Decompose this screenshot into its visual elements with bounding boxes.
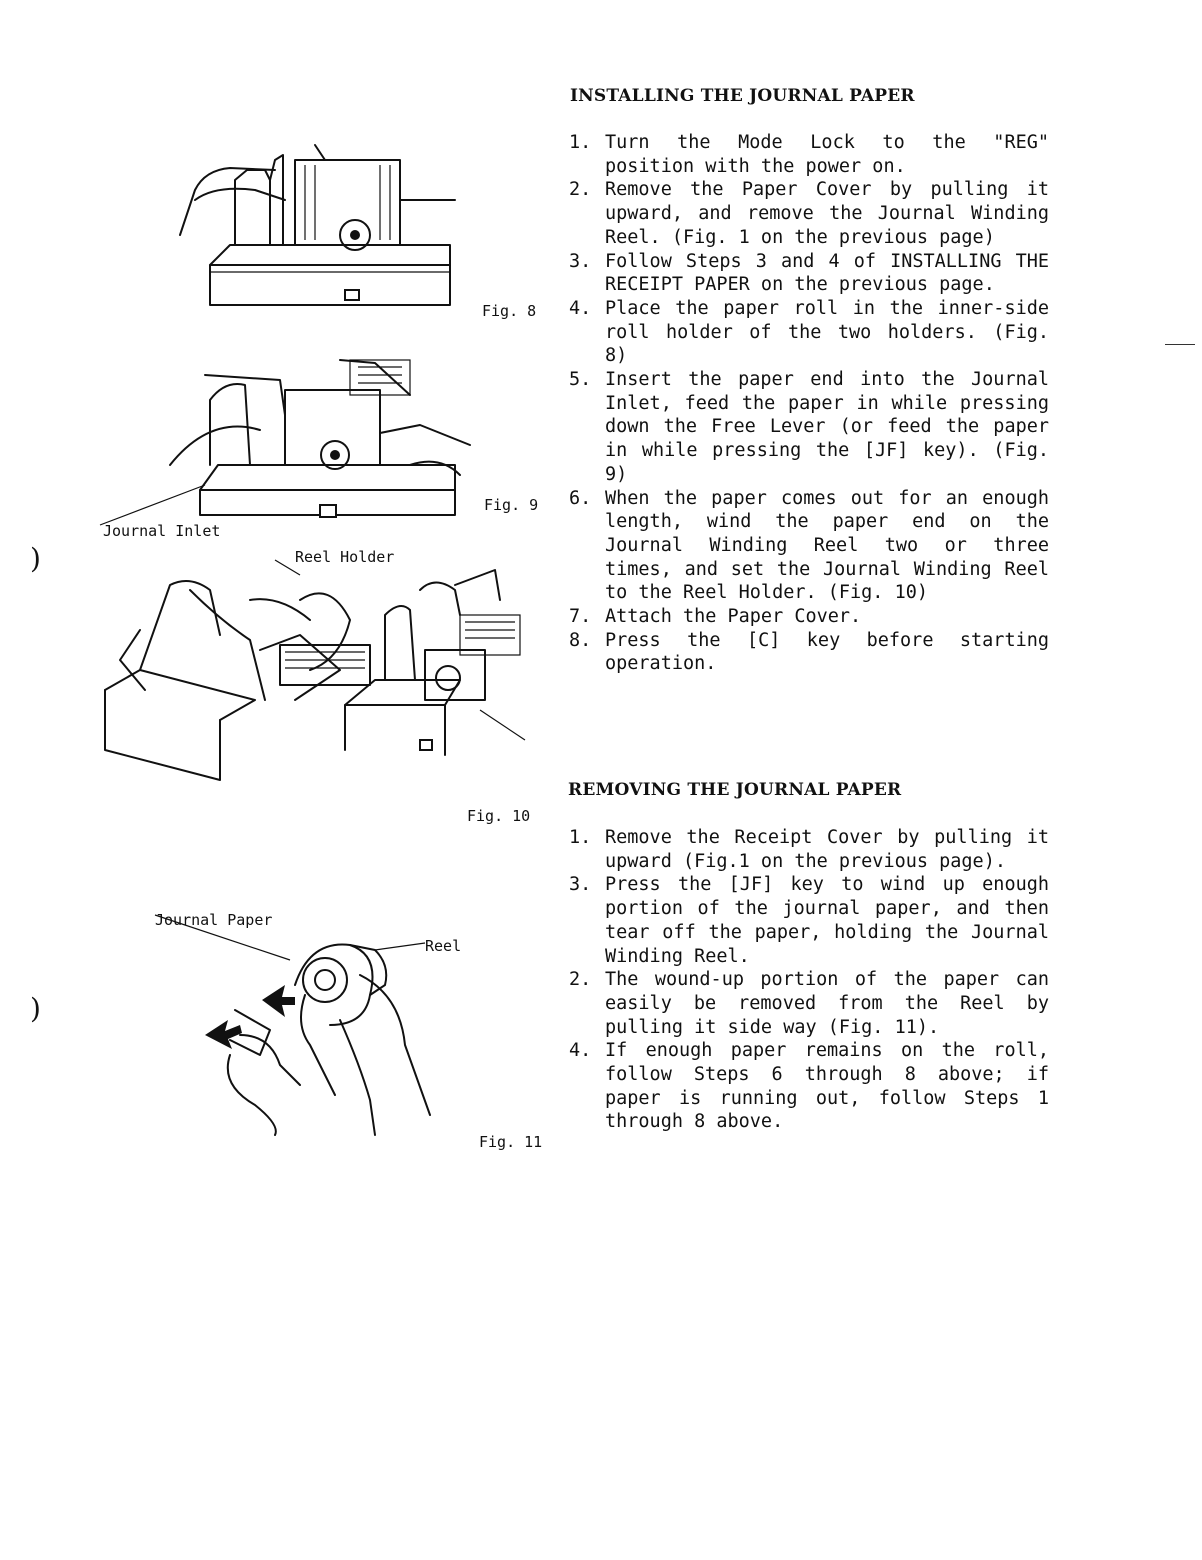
fig11-illustration	[200, 925, 440, 1135]
step-number: 4.	[569, 297, 592, 319]
installing-heading: INSTALLING THE JOURNAL PAPER	[570, 86, 915, 106]
list-item	[569, 826, 1049, 873]
step-number: 7.	[569, 606, 592, 628]
list-item	[569, 178, 1049, 249]
step-text: The wound-up portion of the paper can easily be removed from the Reel by pulling it side way (Fig. 11).	[605, 969, 1049, 1038]
list-item	[569, 297, 1049, 368]
fig8-illustration	[175, 140, 460, 310]
margin-mark: )	[30, 992, 41, 1025]
journal-inlet-label: Journal Inlet	[103, 522, 221, 540]
step-text: Press the [JF] key to wind up enough portion of the journal paper, and then tear off the paper, holding the Journal Winding Reel.	[605, 874, 1049, 967]
step-number: 1.	[569, 827, 592, 848]
step-number: 2.	[569, 969, 592, 991]
step-text: Attach the Paper Cover.	[605, 606, 862, 628]
fig9-illustration	[110, 355, 470, 520]
step-text: Place the paper roll in the inner-side roll holder of the two holders. (Fig. 8)	[605, 297, 1049, 367]
step-text: Follow Steps 3 and 4 of INSTALLING THE RECEIPT PAPER on the previous page.	[605, 250, 1049, 296]
list-item	[569, 487, 1049, 606]
step-number: 8.	[569, 629, 592, 651]
fig10-illustration	[100, 560, 530, 785]
step-text: Press the [C] key before starting operation.	[605, 629, 1049, 675]
fig10-label: Fig. 10	[467, 807, 531, 825]
list-item	[569, 605, 1049, 629]
step-number: 3.	[569, 874, 592, 896]
removing-heading: REMOVING THE JOURNAL PAPER	[568, 780, 902, 800]
step-number: 5.	[569, 369, 592, 391]
step-text: Remove the Paper Cover by pulling it upward, and remove the Journal Winding Reel. (Fig. 1 on the previous page)	[605, 179, 1049, 248]
list-item	[569, 250, 1049, 297]
step-number: 4.	[569, 1040, 592, 1062]
step-number: 1.	[569, 132, 592, 153]
list-item	[569, 629, 1049, 676]
margin-mark: )	[30, 542, 41, 575]
step-number: 3.	[569, 250, 592, 272]
step-text: Insert the paper end into the Journal Inlet, feed the paper in while pressing down the Free Lever (or feed the paper in while pressing the [JF] key). (Fig. 9)	[605, 369, 1049, 485]
reel-label: Reel	[425, 937, 462, 955]
fig9-label: Fig. 9	[484, 496, 539, 514]
fig11-label: Fig. 11	[479, 1133, 543, 1151]
step-text: Remove the Receipt Cover by pulling it upward (Fig.1 on the previous page).	[605, 827, 1049, 872]
installing-steps	[569, 131, 1049, 676]
removing-steps	[569, 826, 1049, 1134]
step-text: If enough paper remains on the roll, follow Steps 6 through 8 above; if paper is running out, follow Steps 1 through 8 above.	[605, 1040, 1049, 1133]
list-item	[569, 368, 1049, 487]
list-item	[569, 968, 1049, 1039]
step-number: 2.	[569, 179, 592, 201]
list-item	[569, 1039, 1049, 1134]
list-item	[569, 873, 1049, 968]
reel-holder-label: Reel Holder	[295, 548, 395, 566]
fig8-label: Fig. 8	[482, 302, 537, 320]
scan-mark	[1165, 344, 1195, 345]
journal-paper-label: Journal Paper	[155, 911, 273, 929]
step-text: When the paper comes out for an enough length, wind the paper end on the Journal Winding Reel two or three times, and set the Journal Winding Reel to the Reel Holder. (Fig. 10)	[605, 487, 1049, 604]
step-text: Turn the Mode Lock to the "REG" position with the power on.	[605, 132, 1049, 177]
step-number: 6.	[569, 487, 592, 509]
list-item	[569, 131, 1049, 178]
